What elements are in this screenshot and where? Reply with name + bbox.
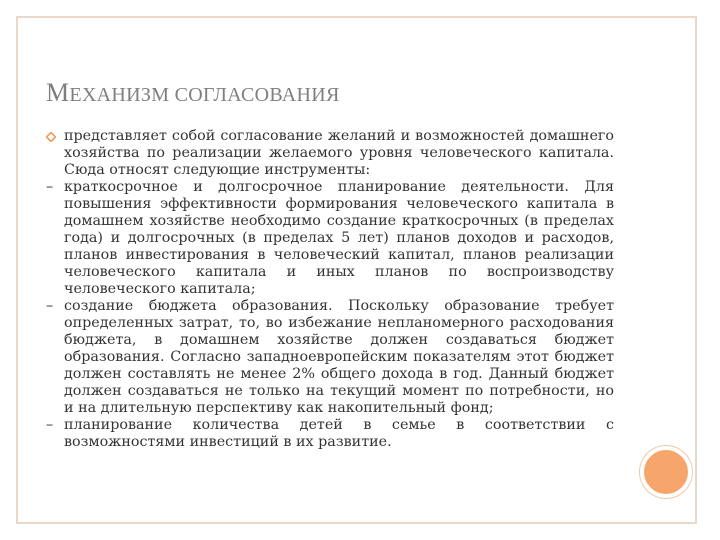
dash-marker: – <box>46 417 54 433</box>
title-first-letter: М <box>46 78 70 107</box>
list-item <box>46 298 614 417</box>
intro-paragraph <box>46 128 614 179</box>
slide-title <box>46 78 340 108</box>
list-item-text: планирование количества детей в семье в соответствии с возможностями инвестиций в их развитие. <box>64 417 614 450</box>
list-item <box>46 179 614 298</box>
bullet-marker <box>46 128 60 145</box>
diamond-bullet-icon <box>46 132 56 142</box>
decorative-circle-icon <box>640 446 692 498</box>
list-item-text: краткосрочное и долгосрочное планирование деятельности. Для повышения эффективности формирования человеческого капитала в домашнем хозяйстве необходимо создание краткосрочных (в пределах года) и долгосрочных (в пределах 5 лет) планов доходов и расходов, планов инвестирования в человеческий капитал, планов реализации человеческого капитала и иных планов по воспроизводству человеческого капитала; <box>64 179 614 297</box>
intro-text: представляет собой согласование желаний и возможностей домашнего хозяйства по реализации желаемого уровня человеческого капитала. Сюда относят следующие инструменты: <box>64 128 614 178</box>
dash-marker: – <box>46 298 54 314</box>
list-item <box>46 417 614 451</box>
slide-content <box>46 128 614 451</box>
list-item-text: создание бюджета образования. Поскольку образование требует определенных затрат, то, во избежание непланомерного расходования бюджета, в домашнем хозяйстве должен создаваться бюджет образования. Согласно западноевропейским показателям этот бюджет должен составлять не менее 2% общего дохода в год. Данный бюджет должен создаваться не только на текущий момент по потребности, но и на длительную перспективу как накопительный фонд; <box>64 298 614 416</box>
dash-marker: – <box>46 179 54 195</box>
title-rest: ЕХАНИЗМ СОГЛАСОВАНИЯ <box>69 84 340 106</box>
